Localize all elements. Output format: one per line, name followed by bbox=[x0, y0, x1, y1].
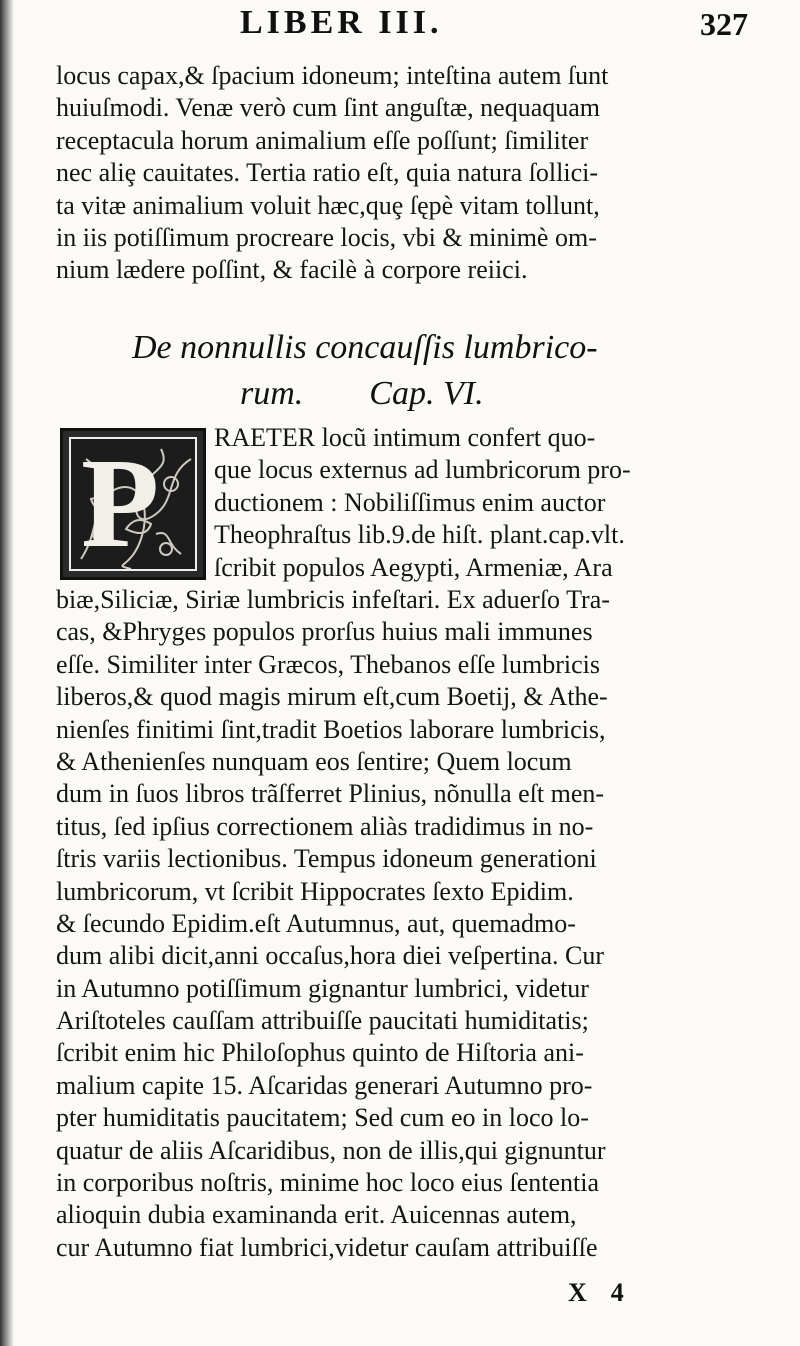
signature-mark bbox=[568, 1278, 624, 1308]
chapter-body bbox=[56, 584, 746, 1264]
text-line: malium capite 15. Aſcaridas generari Autumno pro- bbox=[56, 1070, 593, 1100]
text-line: ta vitæ animalium voluit hæc,quȩ ſępè vitam tollunt, bbox=[56, 190, 600, 220]
running-head: LIBER III. bbox=[240, 4, 443, 41]
text-line: dum alibi dicit,anni occaſus,hora diei veſpertina. Cur bbox=[56, 941, 605, 971]
decorated-initial bbox=[60, 428, 206, 580]
text-line: lumbricorum, vt ſcribit Hippocrates ſexto Epidim. bbox=[56, 876, 574, 906]
signature-letter: X bbox=[568, 1278, 587, 1307]
text-line: ſtris variis lectionibus. Tempus idoneum generationi bbox=[56, 844, 597, 874]
text-line: in iis potiſſimum procreare locis, vbi & minimè om- bbox=[56, 222, 597, 252]
text-line: alioquin dubia examinanda erit. Auicennas autem, bbox=[56, 1200, 577, 1230]
text-line: nienſes finitimi ſint,tradit Boetios laborare lumbricis, bbox=[56, 714, 606, 744]
text-line: dum in ſuos libros trãſferret Plinius, nõnulla eſt men- bbox=[56, 779, 605, 809]
chapter-heading-line-1: De nonnullis concauſſis lumbrico- bbox=[132, 329, 598, 366]
drop-cap-letter: P bbox=[81, 437, 160, 571]
text-line: receptacula horum animalium eſſe poſſunt; ſimiliter bbox=[56, 125, 589, 155]
chapter-heading-line-2 bbox=[240, 372, 800, 416]
text-line: Ariſtoteles cauſſam attribuiſſe paucitati humiditatis; bbox=[56, 1006, 589, 1036]
chapter-number: Cap. VI. bbox=[369, 375, 484, 412]
text-line: RAETER locũ intimum confert quo- bbox=[214, 423, 596, 452]
text-line: & Athenienſes nunquam eos ſentire; Quem locum bbox=[56, 746, 572, 776]
text-line: cur Autumno fiat lumbrici,videtur cauſam attribuiſſe bbox=[56, 1232, 598, 1262]
text-line: liberos,& quod magis mirum eſt,cum Boetij, & Athe- bbox=[56, 682, 608, 712]
text-line: eſſe. Similiter inter Græcos, Thebanos eſſe lumbricis bbox=[56, 649, 600, 679]
chapter-opening-lines bbox=[214, 422, 748, 584]
text-line: & ſecundo Epidim.eſt Autumnus, aut, quemadmo- bbox=[56, 908, 576, 938]
text-line: biæ,Siliciæ, Siriæ lumbricis infeſtari. Ex aduerſo Tra- bbox=[56, 585, 610, 614]
text-line: nium lædere poſſint, & facilè à corpore reiici. bbox=[56, 255, 528, 285]
initial-ornament bbox=[69, 437, 197, 571]
text-line: Theophraſtus lib.9.de hiſt. plant.cap.vlt. bbox=[214, 520, 625, 550]
text-line: ductionem : Nobiliſſimus enim auctor bbox=[214, 487, 606, 517]
text-line: nec aliȩ cauitates. Tertia ratio eſt, quia natura ſollici- bbox=[56, 158, 599, 188]
text-line: in corporibus noſtris, minime hoc loco eius ſententia bbox=[56, 1168, 600, 1198]
text-line: in Autumno potiſſimum gignantur lumbrici, videtur bbox=[56, 973, 589, 1003]
page-number: 327 bbox=[700, 6, 748, 42]
page-gutter-shadow bbox=[0, 0, 14, 1346]
text-line: quatur de aliis Aſcaridibus, non de illis,qui gignuntur bbox=[56, 1135, 606, 1165]
text-line: ſcribit enim hic Philoſophus quinto de Hiſtoria ani- bbox=[56, 1038, 584, 1068]
intro-paragraph bbox=[56, 60, 746, 287]
text-line: que locus externus ad lumbricorum pro- bbox=[214, 455, 631, 485]
page-header bbox=[60, 2, 748, 46]
text-line: pter humiditatis paucitatem; Sed cum eo in loco lo- bbox=[56, 1103, 589, 1133]
chapter-heading-word: rum. bbox=[240, 375, 304, 412]
text-line: huiuſmodi. Venæ verò cum ſint anguſtæ, nequaquam bbox=[56, 93, 601, 123]
signature-number: 4 bbox=[610, 1278, 624, 1307]
text-line: locus capax,& ſpacium idoneum; inteſtina autem ſunt bbox=[56, 61, 609, 90]
text-line: cas, &Phryges populos prorſus huius mali immunes bbox=[56, 617, 593, 647]
text-line: ſcribit populos Aegypti, Armeniæ, Ara bbox=[214, 552, 613, 582]
text-line: titus, ſed ipſius correctionem aliàs tradidimus in no- bbox=[56, 811, 594, 841]
